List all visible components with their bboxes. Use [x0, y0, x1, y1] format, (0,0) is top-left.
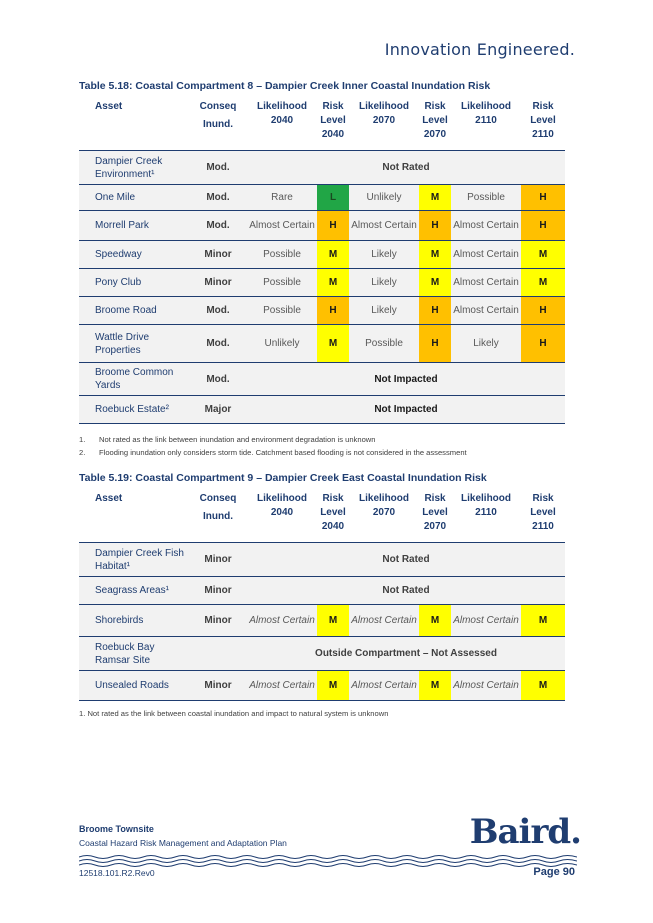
table-row: [79, 671, 565, 701]
note-number: 1.: [79, 435, 86, 444]
table-5-19-body: [79, 543, 565, 701]
likelihood-2070-cell: Likely: [349, 269, 419, 297]
consequence-cell: Mod.: [189, 363, 247, 396]
asset-cell: Unsealed Roads: [79, 671, 189, 701]
table-row: [79, 543, 565, 577]
risk-level-2040-badge: M: [317, 605, 349, 637]
risk-level-2110-badge: M: [521, 671, 565, 701]
note-item: [79, 448, 467, 457]
risk-level-2040-badge: M: [317, 325, 349, 363]
header-conseq-line2: Inund.: [203, 511, 233, 522]
likelihood-2110-cell: Almost Certain: [451, 605, 521, 637]
asset-cell: Roebuck Estate²: [79, 396, 189, 424]
likelihood-2040-cell: Possible: [247, 269, 317, 297]
asset-cell: Seagrass Areas¹: [79, 577, 189, 605]
likelihood-2040-cell: Almost Certain: [247, 605, 317, 637]
likelihood-2110-cell: Almost Certain: [451, 671, 521, 701]
table-5-19-caption: Table 5.19: Coastal Compartment 9 – Dampier Creek East Coastal Inundation Risk: [79, 472, 487, 484]
table-row: [79, 605, 565, 637]
likelihood-2040-cell: Rare: [247, 185, 317, 211]
consequence-cell: Minor: [189, 543, 247, 577]
table-5-18-body: [79, 151, 565, 424]
table-row: [79, 211, 565, 241]
table-header-row: [79, 96, 565, 151]
table-5-18: [79, 96, 565, 424]
status-cell: Not Rated: [247, 577, 565, 605]
asset-cell: Dampier Creek Environment¹: [79, 151, 189, 185]
likelihood-2070-cell: Likely: [349, 241, 419, 269]
note-number: 2.: [79, 448, 86, 457]
risk-level-2070-badge: M: [419, 269, 451, 297]
risk-level-2110-badge: H: [521, 325, 565, 363]
risk-level-2110-badge: H: [521, 185, 565, 211]
consequence-cell: Mod.: [189, 325, 247, 363]
risk-level-2040-badge: M: [317, 269, 349, 297]
table-5-19-notes: [79, 709, 388, 722]
table-row: [79, 325, 565, 363]
consequence-cell: [189, 637, 247, 671]
footer-wave-divider: [79, 853, 577, 867]
header-likelihood-2110: Likelihood 2110: [451, 488, 521, 543]
table-row: [79, 185, 565, 211]
consequence-cell: Mod.: [189, 185, 247, 211]
note-item: [79, 709, 388, 718]
asset-cell: Dampier Creek Fish Habitat¹: [79, 543, 189, 577]
likelihood-2040-cell: Possible: [247, 297, 317, 325]
note-text: 1. Not rated as the link between coastal inundation and impact to natural system is unknown: [79, 709, 389, 718]
header-asset: Asset: [79, 96, 189, 151]
risk-level-2070-badge: H: [419, 211, 451, 241]
header-likelihood-2070: Likelihood 2070: [349, 96, 419, 151]
likelihood-2110-cell: Possible: [451, 185, 521, 211]
table-row: [79, 396, 565, 424]
header-risk-2040: Risk Level 2040: [317, 488, 349, 543]
likelihood-2110-cell: Almost Certain: [451, 297, 521, 325]
status-cell: Not Impacted: [247, 363, 565, 396]
likelihood-2070-cell: Almost Certain: [349, 671, 419, 701]
likelihood-2040-cell: Almost Certain: [247, 211, 317, 241]
document-reference: 12518.101.R2.Rev0: [79, 868, 155, 878]
likelihood-2110-cell: Almost Certain: [451, 211, 521, 241]
table-row: [79, 363, 565, 396]
consequence-cell: Mod.: [189, 151, 247, 185]
likelihood-2040-cell: Possible: [247, 241, 317, 269]
risk-level-2110-badge: M: [521, 605, 565, 637]
risk-level-2070-badge: M: [419, 605, 451, 637]
header-risk-2070: Risk Level 2070: [419, 96, 451, 151]
likelihood-2110-cell: Almost Certain: [451, 269, 521, 297]
risk-level-2040-badge: H: [317, 297, 349, 325]
page-number: Page 90: [533, 866, 575, 878]
consequence-cell: Minor: [189, 269, 247, 297]
table-row: [79, 637, 565, 671]
footer-project-subtitle: Coastal Hazard Risk Management and Adaptation Plan: [79, 838, 287, 848]
consequence-cell: Minor: [189, 671, 247, 701]
table-5-18-caption: Table 5.18: Coastal Compartment 8 – Dampier Creek Inner Coastal Inundation Risk: [79, 80, 491, 92]
header-conseq-line2: Inund.: [203, 119, 233, 130]
header-likelihood-2040: Likelihood 2040: [247, 96, 317, 151]
likelihood-2040-cell: Almost Certain: [247, 671, 317, 701]
likelihood-2070-cell: Almost Certain: [349, 605, 419, 637]
asset-cell: Morrell Park: [79, 211, 189, 241]
table-row: [79, 269, 565, 297]
header-conseq: [189, 96, 247, 151]
header-risk-2040: Risk Level 2040: [317, 96, 349, 151]
consequence-cell: Minor: [189, 241, 247, 269]
table-row: [79, 297, 565, 325]
risk-level-2110-badge: H: [521, 211, 565, 241]
risk-level-2040-badge: M: [317, 241, 349, 269]
consequence-cell: Major: [189, 396, 247, 424]
header-likelihood-2070: Likelihood 2070: [349, 488, 419, 543]
risk-level-2040-badge: H: [317, 211, 349, 241]
status-cell: Not Impacted: [247, 396, 565, 424]
header-risk-2070: Risk Level 2070: [419, 488, 451, 543]
header-likelihood-2110: Likelihood 2110: [451, 96, 521, 151]
likelihood-2110-cell: Almost Certain: [451, 241, 521, 269]
asset-cell: Speedway: [79, 241, 189, 269]
risk-level-2070-badge: M: [419, 185, 451, 211]
table-row: [79, 241, 565, 269]
risk-level-2110-badge: H: [521, 297, 565, 325]
consequence-cell: Minor: [189, 577, 247, 605]
likelihood-2040-cell: Unlikely: [247, 325, 317, 363]
risk-level-2070-badge: M: [419, 671, 451, 701]
risk-level-2110-badge: M: [521, 241, 565, 269]
likelihood-2110-cell: Likely: [451, 325, 521, 363]
risk-level-2070-badge: M: [419, 241, 451, 269]
consequence-cell: Mod.: [189, 211, 247, 241]
asset-cell: Broome Road: [79, 297, 189, 325]
asset-cell: Roebuck Bay Ramsar Site: [79, 637, 189, 671]
table-5-18-notes: [79, 435, 467, 461]
asset-cell: Shorebirds: [79, 605, 189, 637]
likelihood-2070-cell: Possible: [349, 325, 419, 363]
likelihood-2070-cell: Unlikely: [349, 185, 419, 211]
note-text: Not rated as the link between inundation and environment degradation is unknown: [99, 435, 376, 444]
header-conseq: [189, 488, 247, 543]
asset-cell: Broome Common Yards: [79, 363, 189, 396]
note-text: Flooding inundation only considers storm tide. Catchment based flooding is not considered in the assessment: [99, 448, 467, 457]
risk-level-2070-badge: H: [419, 297, 451, 325]
table-row: [79, 151, 565, 185]
status-cell: Not Rated: [247, 151, 565, 185]
header-asset: Asset: [79, 488, 189, 543]
risk-level-2040-badge: L: [317, 185, 349, 211]
table-header-row: [79, 488, 565, 543]
header-conseq-line1: Conseq: [199, 101, 237, 112]
table-row: [79, 577, 565, 605]
risk-level-2110-badge: M: [521, 269, 565, 297]
note-item: [79, 435, 467, 444]
consequence-cell: Minor: [189, 605, 247, 637]
baird-logo: Baird.: [469, 812, 581, 852]
risk-level-2070-badge: H: [419, 325, 451, 363]
header-risk-2110: Risk Level 2110: [521, 488, 565, 543]
footer-project-title: Broome Townsite: [79, 824, 154, 834]
header-likelihood-2040: Likelihood 2040: [247, 488, 317, 543]
asset-cell: Wattle Drive Properties: [79, 325, 189, 363]
status-cell: Not Rated: [247, 543, 565, 577]
risk-level-2040-badge: M: [317, 671, 349, 701]
status-cell: Outside Compartment – Not Assessed: [247, 637, 565, 671]
likelihood-2070-cell: Likely: [349, 297, 419, 325]
asset-cell: Pony Club: [79, 269, 189, 297]
asset-cell: One Mile: [79, 185, 189, 211]
likelihood-2070-cell: Almost Certain: [349, 211, 419, 241]
header-risk-2110: Risk Level 2110: [521, 96, 565, 151]
header-conseq-line1: Conseq: [199, 493, 237, 504]
consequence-cell: Mod.: [189, 297, 247, 325]
company-tagline: Innovation Engineered.: [384, 40, 575, 59]
table-5-19: [79, 488, 565, 701]
